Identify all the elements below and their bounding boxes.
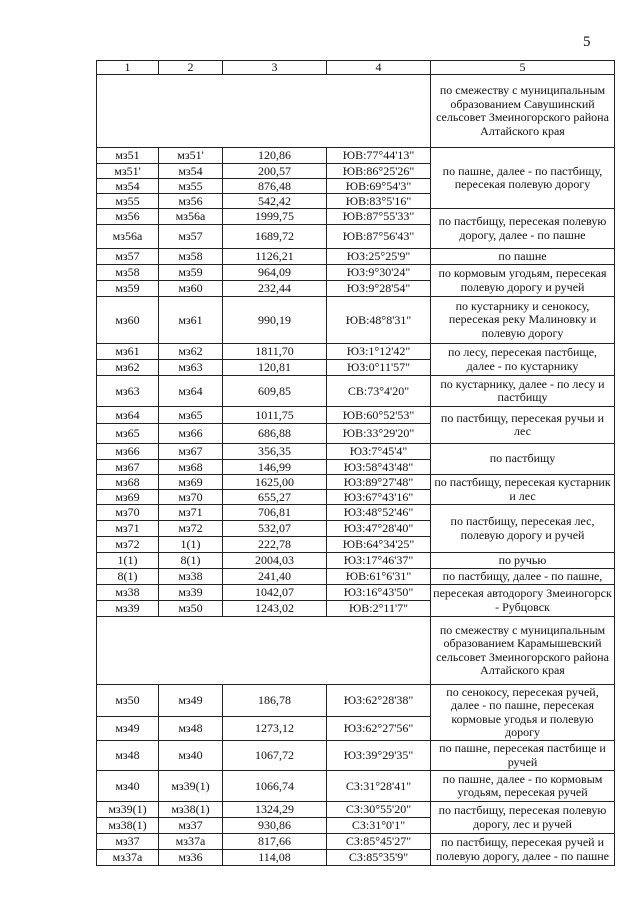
point-from: мз72 xyxy=(97,537,159,553)
point-from: мз56 xyxy=(97,209,159,225)
direction: ЮВ:33°29'20" xyxy=(327,424,431,444)
header-cell: 1 xyxy=(97,61,159,75)
table-row xyxy=(97,802,615,818)
table-row xyxy=(97,771,615,802)
direction: СЗ:85°45'27" xyxy=(327,834,431,850)
point-to: мз36 xyxy=(159,850,223,866)
boundary-description: по пастбищу, пересекая лес, полевую дорогу и ручей xyxy=(431,505,615,553)
direction: ЮЗ:48°52'46" xyxy=(327,505,431,521)
length: 120,81 xyxy=(223,360,327,376)
direction: ЮВ:77°44'13" xyxy=(327,148,431,164)
header-cell: 5 xyxy=(431,61,615,75)
point-to: мз55 xyxy=(159,179,223,194)
point-to: мз58 xyxy=(159,249,223,265)
direction: ЮЗ:39°29'35" xyxy=(327,741,431,771)
point-to: мз57 xyxy=(159,225,223,249)
direction: ЮВ:61°6'31" xyxy=(327,569,431,585)
boundary-description: по пастбищу, далее - по пашне, xyxy=(431,569,615,585)
length: 1042,07 xyxy=(223,585,327,601)
point-to: мз38 xyxy=(159,569,223,585)
point-from: мз37 xyxy=(97,834,159,850)
length: 1011,75 xyxy=(223,407,327,424)
point-from: мз38(1) xyxy=(97,818,159,834)
point-to: мз66 xyxy=(159,424,223,444)
point-from: мз50 xyxy=(97,685,159,717)
point-to: мз64 xyxy=(159,376,223,407)
direction: СВ:73°4'20" xyxy=(327,376,431,407)
blank-cell xyxy=(97,617,431,685)
point-from: мз39(1) xyxy=(97,802,159,818)
point-from: мз55 xyxy=(97,194,159,209)
point-to: мз71 xyxy=(159,505,223,521)
boundary-description: по сенокосу, пересекая ручей, далее - по пашне, пересекая кормовые угодья и полевую дорогу xyxy=(431,685,615,741)
point-from: мз38 xyxy=(97,585,159,601)
direction: ЮЗ:25°25'9" xyxy=(327,249,431,265)
point-from: мз62 xyxy=(97,360,159,376)
point-to: мз61 xyxy=(159,297,223,344)
length: 200,57 xyxy=(223,164,327,179)
point-from: мз57 xyxy=(97,249,159,265)
length: 1625,00 xyxy=(223,475,327,490)
length: 356,35 xyxy=(223,444,327,460)
direction: ЮЗ:89°27'48" xyxy=(327,475,431,490)
direction: СЗ:31°28'41" xyxy=(327,771,431,802)
length: 2004,03 xyxy=(223,553,327,569)
point-from: мз60 xyxy=(97,297,159,344)
direction: ЮВ:86°25'26" xyxy=(327,164,431,179)
point-to: мз69 xyxy=(159,475,223,490)
length: 1811,70 xyxy=(223,344,327,360)
point-to: мз54 xyxy=(159,164,223,179)
table-row xyxy=(97,553,615,569)
length: 222,78 xyxy=(223,537,327,553)
direction: ЮВ:87°55'33" xyxy=(327,209,431,225)
direction: ЮЗ:47°28'40" xyxy=(327,521,431,537)
direction: ЮВ:48°8'31" xyxy=(327,297,431,344)
boundary-description: по пашне, пересекая пастбище и ручей xyxy=(431,741,615,771)
boundary-description: по пастбищу, пересекая ручей и полевую дорогу, далее - по пашне xyxy=(431,834,615,866)
length: 609,85 xyxy=(223,376,327,407)
point-from: 8(1) xyxy=(97,569,159,585)
point-to: мз65 xyxy=(159,407,223,424)
direction: ЮВ:64°34'25" xyxy=(327,537,431,553)
direction: ЮЗ:62°27'56" xyxy=(327,717,431,741)
table-row xyxy=(97,585,615,601)
section-row xyxy=(97,75,615,148)
boundary-description: по кормовым угодьям, пересекая полевую дорогу и ручей xyxy=(431,265,615,297)
table-row xyxy=(97,297,615,344)
direction: ЮВ:60°52'53" xyxy=(327,407,431,424)
point-from: мз58 xyxy=(97,265,159,281)
length: 1067,72 xyxy=(223,741,327,771)
table-row xyxy=(97,209,615,225)
boundary-description: пересекая автодорогу Змеиногорск - Рубцовск xyxy=(431,585,615,617)
section-row xyxy=(97,617,615,685)
point-from: мз70 xyxy=(97,505,159,521)
length: 1999,75 xyxy=(223,209,327,225)
length: 930,86 xyxy=(223,818,327,834)
point-to: мз59 xyxy=(159,265,223,281)
direction: ЮЗ:7°45'4" xyxy=(327,444,431,460)
header-cell: 4 xyxy=(327,61,431,75)
boundary-description: по пашне, далее - по пастбищу, пересекая полевую дорогу xyxy=(431,148,615,209)
length: 655,27 xyxy=(223,490,327,505)
length: 1324,29 xyxy=(223,802,327,818)
point-to: мз72 xyxy=(159,521,223,537)
length: 706,81 xyxy=(223,505,327,521)
direction: ЮЗ:0°11'57" xyxy=(327,360,431,376)
point-from: мз63 xyxy=(97,376,159,407)
section-title: по смежеству с муниципальным образованием Карамышевский сельсовет Змеиногорского района Алтайского края xyxy=(431,617,615,685)
point-from: мз68 xyxy=(97,475,159,490)
boundary-description: по пастбищу, пересекая кустарник и лес xyxy=(431,475,615,505)
point-to: мз48 xyxy=(159,717,223,741)
boundary-description: по пашне, далее - по кормовым угодьям, пересекая ручей xyxy=(431,771,615,802)
table-row xyxy=(97,505,615,521)
length: 1066,74 xyxy=(223,771,327,802)
boundary-description: по пастбищу, пересекая полевую дорогу, далее - по пашне xyxy=(431,209,615,249)
direction: СЗ:85°35'9" xyxy=(327,850,431,866)
length: 532,07 xyxy=(223,521,327,537)
boundary-description: по кустарнику и сенокосу, пересекая реку Малиновку и полевую дорогу xyxy=(431,297,615,344)
direction: ЮВ:87°56'43" xyxy=(327,225,431,249)
boundary-description: по пастбищу, пересекая полевую дорогу, лес и ручей xyxy=(431,802,615,834)
length: 120,86 xyxy=(223,148,327,164)
point-from: мз48 xyxy=(97,741,159,771)
point-from: мз40 xyxy=(97,771,159,802)
length: 542,42 xyxy=(223,194,327,209)
length: 1689,72 xyxy=(223,225,327,249)
table-row xyxy=(97,834,615,850)
boundary-description: по пашне xyxy=(431,249,615,265)
length: 146,99 xyxy=(223,460,327,475)
table-row xyxy=(97,376,615,407)
boundary-description: по лесу, пересекая пастбище, далее - по кустарнику xyxy=(431,344,615,376)
point-from: мз49 xyxy=(97,717,159,741)
point-to: мз62 xyxy=(159,344,223,360)
point-to: мз38(1) xyxy=(159,802,223,818)
point-from: 1(1) xyxy=(97,553,159,569)
direction: ЮВ:2°11'7" xyxy=(327,601,431,617)
direction: ЮЗ:16°43'50" xyxy=(327,585,431,601)
boundary-description: по пастбищу, пересекая ручьи и лес xyxy=(431,407,615,444)
length: 686,88 xyxy=(223,424,327,444)
point-from: мз65 xyxy=(97,424,159,444)
boundary-description: по пастбищу xyxy=(431,444,615,475)
blank-cell xyxy=(97,75,431,148)
point-from: мз51 xyxy=(97,148,159,164)
point-to: мз37 xyxy=(159,818,223,834)
direction: ЮЗ:67°43'16" xyxy=(327,490,431,505)
direction: СЗ:31°0'1" xyxy=(327,818,431,834)
point-to: мз67 xyxy=(159,444,223,460)
point-to: мз56 xyxy=(159,194,223,209)
direction: ЮВ:83°5'16" xyxy=(327,194,431,209)
table-row xyxy=(97,444,615,460)
point-from: мз51' xyxy=(97,164,159,179)
direction: СЗ:30°55'20" xyxy=(327,802,431,818)
point-to: мз49 xyxy=(159,685,223,717)
header-cell: 3 xyxy=(223,61,327,75)
length: 186,78 xyxy=(223,685,327,717)
direction: ЮЗ:1°12'42" xyxy=(327,344,431,360)
point-to: мз39 xyxy=(159,585,223,601)
table-row xyxy=(97,344,615,360)
point-to: 8(1) xyxy=(159,553,223,569)
table-row xyxy=(97,249,615,265)
length: 241,40 xyxy=(223,569,327,585)
length: 114,08 xyxy=(223,850,327,866)
table-row xyxy=(97,265,615,281)
point-from: мз71 xyxy=(97,521,159,537)
direction: ЮЗ:9°28'54" xyxy=(327,281,431,297)
point-to: мз39(1) xyxy=(159,771,223,802)
header-cell: 2 xyxy=(159,61,223,75)
page-number: 5 xyxy=(583,34,591,50)
point-from: мз39 xyxy=(97,601,159,617)
header-row xyxy=(97,61,615,75)
table-row xyxy=(97,741,615,771)
length: 1273,12 xyxy=(223,717,327,741)
point-from: мз66 xyxy=(97,444,159,460)
point-from: мз56а xyxy=(97,225,159,249)
point-from: мз69 xyxy=(97,490,159,505)
point-to: мз40 xyxy=(159,741,223,771)
point-to: мз70 xyxy=(159,490,223,505)
point-to: мз56а xyxy=(159,209,223,225)
direction: ЮЗ:17°46'37" xyxy=(327,553,431,569)
point-from: мз67 xyxy=(97,460,159,475)
point-from: мз61 xyxy=(97,344,159,360)
point-to: мз60 xyxy=(159,281,223,297)
point-from: мз64 xyxy=(97,407,159,424)
table-row xyxy=(97,569,615,585)
table-row xyxy=(97,148,615,164)
direction: ЮВ:69°54'3" xyxy=(327,179,431,194)
point-from: мз54 xyxy=(97,179,159,194)
length: 232,44 xyxy=(223,281,327,297)
section-title: по смежеству с муниципальным образованием Савушинский сельсовет Змеиногорского района Алтайского края xyxy=(431,75,615,148)
point-to: 1(1) xyxy=(159,537,223,553)
point-to: мз37а xyxy=(159,834,223,850)
point-to: мз51' xyxy=(159,148,223,164)
length: 817,66 xyxy=(223,834,327,850)
length: 990,19 xyxy=(223,297,327,344)
length: 876,48 xyxy=(223,179,327,194)
point-to: мз50 xyxy=(159,601,223,617)
length: 1126,21 xyxy=(223,249,327,265)
length: 964,09 xyxy=(223,265,327,281)
direction: ЮЗ:62°28'38" xyxy=(327,685,431,717)
point-from: мз37а xyxy=(97,850,159,866)
direction: ЮЗ:58°43'48" xyxy=(327,460,431,475)
boundary-table xyxy=(96,60,615,866)
direction: ЮЗ:9°30'24" xyxy=(327,265,431,281)
boundary-description: по ручью xyxy=(431,553,615,569)
table-row xyxy=(97,407,615,424)
boundary-description: по кустарнику, далее - по лесу и пастбищу xyxy=(431,376,615,407)
table-row xyxy=(97,685,615,717)
length: 1243,02 xyxy=(223,601,327,617)
point-from: мз59 xyxy=(97,281,159,297)
point-to: мз63 xyxy=(159,360,223,376)
table-row xyxy=(97,475,615,490)
point-to: мз68 xyxy=(159,460,223,475)
